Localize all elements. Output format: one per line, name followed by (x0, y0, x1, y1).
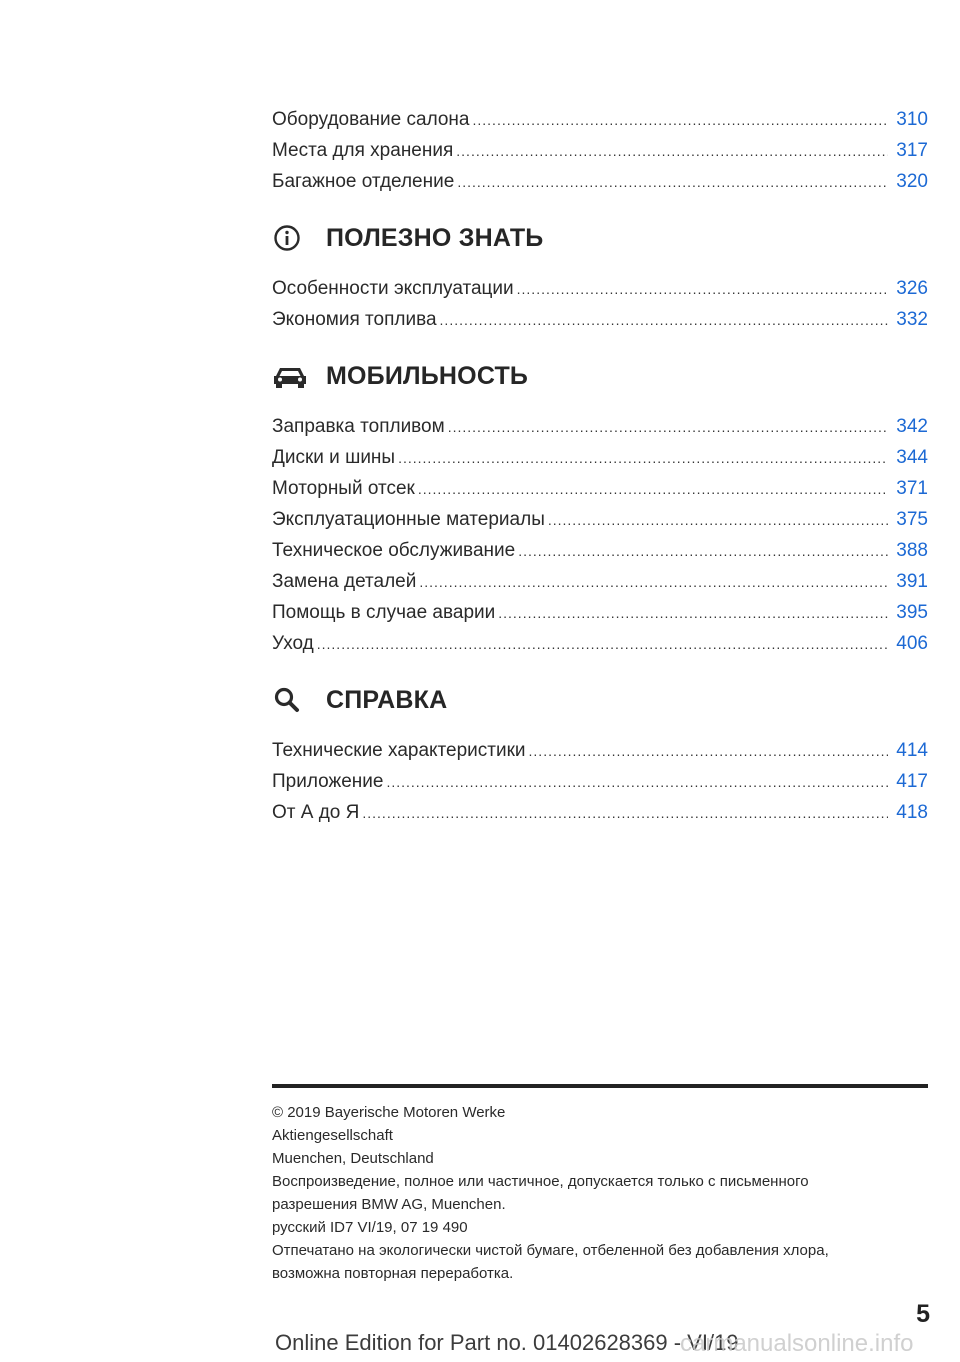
section-header-useful (272, 213, 928, 263)
leader-dots (418, 474, 888, 505)
leader-dots (473, 105, 889, 136)
leader-dots (398, 443, 888, 474)
toc-page-link[interactable]: 317 (896, 140, 928, 161)
leader-dots (548, 505, 888, 536)
leader-dots (362, 798, 888, 829)
toc-page-link[interactable]: 395 (896, 602, 928, 623)
divider-rule (272, 1084, 928, 1088)
toc-page-link[interactable]: 371 (896, 478, 928, 499)
leader-dots (529, 736, 889, 767)
toc-page-link[interactable]: 375 (896, 509, 928, 530)
toc-entry[interactable] (272, 535, 928, 566)
toc-entry[interactable] (272, 166, 928, 197)
imprint-block (272, 1101, 928, 1285)
toc-group (272, 735, 928, 828)
leader-dots (386, 767, 888, 798)
leader-dots (457, 167, 888, 198)
page-number: 5 (916, 1300, 930, 1328)
search-icon (272, 682, 316, 718)
toc-page-link[interactable]: 310 (896, 109, 928, 130)
imprint-line: разрешения BMW AG, Muenchen. (272, 1196, 506, 1213)
toc-group (272, 411, 928, 659)
imprint-line: Muenchen, Deutschland (272, 1150, 434, 1167)
section-header-mobility (272, 351, 928, 401)
toc-entry-title: Замена деталей (272, 571, 417, 592)
imprint-line: Воспроизведение, полное или частичное, допускается только с письменного (272, 1173, 809, 1190)
toc-entry[interactable] (272, 135, 928, 166)
toc-group (272, 104, 928, 197)
toc-entry-title: Приложение (272, 771, 384, 792)
leader-dots (517, 274, 889, 305)
toc-page-link[interactable]: 414 (896, 740, 928, 761)
toc-entry[interactable] (272, 504, 928, 535)
leader-dots (440, 305, 889, 336)
toc-entry-title: Уход (272, 633, 314, 654)
toc-entry-title: Оборудование салона (272, 109, 470, 130)
table-of-contents (272, 104, 928, 828)
toc-entry[interactable] (272, 473, 928, 504)
toc-entry[interactable] (272, 304, 928, 335)
imprint-line: © 2019 Bayerische Motoren Werke (272, 1104, 506, 1121)
toc-entry[interactable] (272, 735, 928, 766)
section-heading: ПОЛЕЗНО ЗНАТЬ (326, 223, 544, 252)
toc-entry[interactable] (272, 442, 928, 473)
section-heading: СПРАВКА (326, 685, 448, 714)
toc-entry-title: Особенности эксплуатации (272, 278, 514, 299)
toc-entry-title: Диски и шины (272, 447, 396, 468)
toc-entry-title: Моторный отсек (272, 478, 415, 499)
car-icon (272, 358, 316, 394)
toc-entry[interactable] (272, 566, 928, 597)
toc-entry[interactable] (272, 273, 928, 304)
imprint-line: Aktiengesellschaft (272, 1127, 393, 1144)
leader-dots (419, 567, 888, 598)
leader-dots (317, 629, 889, 660)
toc-entry[interactable] (272, 597, 928, 628)
toc-page-link[interactable]: 326 (896, 278, 928, 299)
toc-page-link[interactable]: 320 (896, 171, 928, 192)
toc-entry-title: Эксплуатационные материалы (272, 509, 545, 530)
toc-entry[interactable] (272, 797, 928, 828)
toc-page-link[interactable]: 332 (896, 309, 928, 330)
leader-dots (448, 412, 889, 443)
toc-entry-title: Техническое обслуживание (272, 540, 516, 561)
toc-page-link[interactable]: 406 (896, 633, 928, 654)
toc-page-link[interactable]: 388 (896, 540, 928, 561)
toc-entry-title: От А до Я (272, 802, 360, 823)
toc-page-link[interactable]: 344 (896, 447, 928, 468)
toc-group (272, 273, 928, 335)
leader-dots (456, 136, 888, 167)
leader-dots (498, 598, 888, 629)
toc-page-link[interactable]: 391 (896, 571, 928, 592)
toc-entry-title: Места для хранения (272, 140, 454, 161)
toc-entry-title: Багажное отделение (272, 171, 455, 192)
toc-entry[interactable] (272, 628, 928, 659)
imprint-line: русский ID7 VI/19, 07 19 490 (272, 1219, 468, 1236)
info-icon (272, 220, 316, 256)
section-header-reference (272, 675, 928, 725)
footer-edition: Online Edition for Part no. 01402628369 - VI/19 (275, 1330, 739, 1355)
toc-entry-title: Технические характеристики (272, 740, 526, 761)
imprint-line: возможна повторная переработка. (272, 1265, 514, 1282)
toc-entry[interactable] (272, 766, 928, 797)
toc-entry[interactable] (272, 104, 928, 135)
toc-entry-title: Помощь в случае аварии (272, 602, 496, 623)
leader-dots (518, 536, 888, 567)
section-heading: МОБИЛЬНОСТЬ (326, 361, 529, 390)
watermark: carmanualsonline.info (680, 1330, 914, 1357)
toc-entry[interactable] (272, 411, 928, 442)
toc-page-link[interactable]: 417 (896, 771, 928, 792)
toc-page-link[interactable]: 418 (896, 802, 928, 823)
toc-entry-title: Заправка топливом (272, 416, 445, 437)
toc-entry-title: Экономия топлива (272, 309, 437, 330)
imprint-line: Отпечатано на экологически чистой бумаге, отбеленной без добавления хлора, (272, 1242, 829, 1259)
toc-page-link[interactable]: 342 (896, 416, 928, 437)
